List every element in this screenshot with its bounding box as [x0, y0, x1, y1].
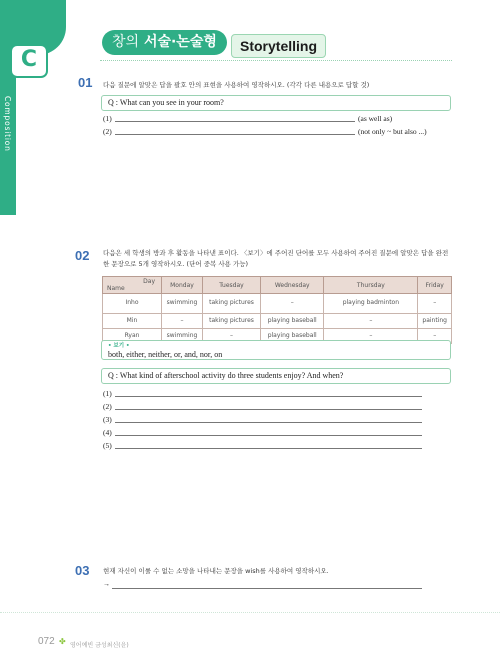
- day-header: Friday: [418, 277, 452, 294]
- arrow-icon: →: [103, 580, 110, 588]
- table-cell: taking pictures: [202, 294, 260, 314]
- table-cell: taking pictures: [202, 314, 260, 329]
- title-bold: 서술·논술형: [143, 34, 217, 50]
- bogi-label: • 보기 •: [108, 343, 130, 349]
- day-header: Monday: [162, 277, 203, 294]
- q2-answer-line-3[interactable]: [115, 422, 422, 423]
- q1-answer-hint-1: (as well as): [358, 114, 393, 123]
- student-name: Ryan: [103, 329, 162, 344]
- q2-answer-label-4: (4): [103, 428, 112, 437]
- corner-day-label: Day: [143, 278, 155, 285]
- footer-divider: [0, 612, 500, 613]
- question-1-box: Q : What can you see in your room?: [101, 95, 451, 111]
- table-row: [103, 294, 452, 314]
- q2-answer-line-4[interactable]: [115, 435, 422, 436]
- q3-answer-line[interactable]: [112, 588, 422, 589]
- question-2-instruction-1: 다음은 세 학생의 방과 후 활동을 나타낸 표이다. 〈보기〉에 주어진 단어를 모두 사용하여 주어진 질문에 알맞은 답을 완전: [103, 249, 449, 257]
- title-divider: [100, 60, 452, 61]
- q1-answer-line-1[interactable]: [115, 121, 355, 122]
- bogi-words: both, either, neither, or, and, nor, on: [108, 350, 223, 359]
- question-2-box: Q : What kind of afterschool activity do three students enjoy? And when?: [101, 368, 451, 384]
- page-number: 072: [38, 636, 55, 647]
- table-cell: –: [162, 314, 203, 329]
- q2-answer-label-5: (5): [103, 441, 112, 450]
- q2-answer-label-1: (1): [103, 389, 112, 398]
- q1-answer-hint-2: (not only ~ but also ...): [358, 127, 427, 136]
- table-cell: –: [418, 329, 452, 344]
- question-3-instruction: 현재 자신이 이룰 수 없는 소망을 나타내는 문장을 wish를 사용하여 영작하시오.: [103, 567, 329, 575]
- table-cell: –: [261, 294, 324, 314]
- table-cell: –: [418, 294, 452, 314]
- table-cell: playing badminton: [324, 294, 418, 314]
- question-1-instruction: 다음 질문에 알맞은 답을 괄호 안의 표현을 사용하여 영작하시오. (각각 다른 내용으로 답할 것): [103, 81, 370, 89]
- clover-icon: ✤: [59, 637, 66, 646]
- table-cell: –: [324, 314, 418, 329]
- q1-answer-line-2[interactable]: [115, 134, 355, 135]
- table-cell: swimming: [162, 294, 203, 314]
- question-number-2: 02: [75, 248, 90, 263]
- q1-answer-label-2: (2): [103, 127, 112, 136]
- question-2-instruction-2: 한 문장으로 5개 영작하시오. (단어 중복 사용 가능): [103, 260, 249, 268]
- section-badge: C: [10, 44, 48, 78]
- storytelling-label: Storytelling: [231, 34, 326, 58]
- table-cell: –: [202, 329, 260, 344]
- table-cell: painting: [418, 314, 452, 329]
- section-vertical-label: Composition: [3, 96, 12, 152]
- q2-answer-line-1[interactable]: [115, 396, 422, 397]
- table-cell: playing baseball: [261, 314, 324, 329]
- student-name: Min: [103, 314, 162, 329]
- table-header-row: [103, 277, 452, 294]
- table-row: [103, 314, 452, 329]
- table-corner-cell: [103, 277, 162, 294]
- q2-answer-line-5[interactable]: [115, 448, 422, 449]
- title-light: 창의: [112, 34, 140, 50]
- bogi-box: [101, 340, 451, 360]
- q2-answer-label-2: (2): [103, 402, 112, 411]
- student-name: Inho: [103, 294, 162, 314]
- question-number-1: 01: [78, 75, 93, 90]
- activity-table: [102, 276, 452, 344]
- q2-answer-label-3: (3): [103, 415, 112, 424]
- table-cell: –: [324, 329, 418, 344]
- corner-name-label: Name: [107, 285, 125, 292]
- book-title: 영어예빈 금성최신(윤): [70, 642, 129, 649]
- day-header: Tuesday: [202, 277, 260, 294]
- table-cell: playing baseball: [261, 329, 324, 344]
- day-header: Wednesday: [261, 277, 324, 294]
- table-cell: swimming: [162, 329, 203, 344]
- q1-answer-label-1: (1): [103, 114, 112, 123]
- q2-answer-line-2[interactable]: [115, 409, 422, 410]
- question-number-3: 03: [75, 563, 90, 578]
- section-title: [102, 30, 227, 55]
- day-header: Thursday: [324, 277, 418, 294]
